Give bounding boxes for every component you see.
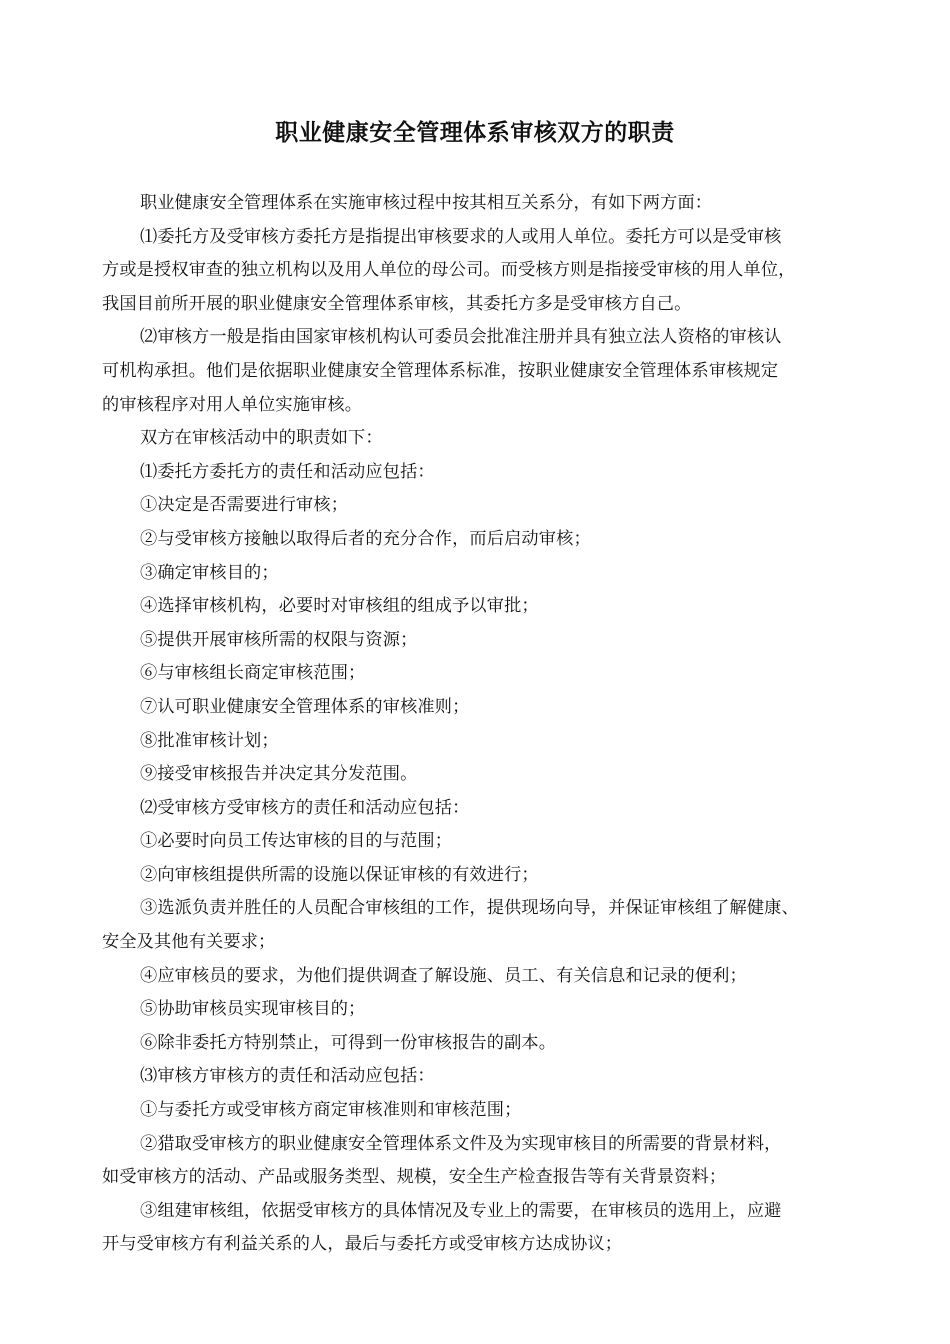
document-body (102, 187, 878, 1262)
list-item: ③确定审核目的； (140, 562, 279, 583)
list-item: ⑨接受审核报告并决定其分发范围。 (140, 764, 418, 785)
paragraph-line: 我国目前所开展的职业健康安全管理体系审核，其委托方多是受审核方自己。 (102, 293, 692, 314)
list-item-continuation: 如受审核方的活动、产品或服务类型、规模，安全生产检查报告等有关背景资料； (102, 1167, 727, 1188)
list-item-continuation: 开与受审核方有利益关系的人，最后与委托方或受审核方达成协议； (102, 1234, 623, 1255)
list-item: ⑤提供开展审核所需的权限与资源； (140, 629, 418, 650)
section-heading: ⑶审核方审核方的责任和活动应包括： (140, 1066, 435, 1087)
paragraph-line: 可机构承担。他们是依据职业健康安全管理体系标准，按职业健康安全管理体系审核规定 (102, 360, 779, 381)
paragraph-line: 职业健康安全管理体系在实施审核过程中按其相互关系分，有如下两方面： (140, 193, 713, 213)
list-item: ③选派负责并胜任的人员配合审核组的工作，提供现场向导，并保证审核组了解健康、 (140, 898, 799, 919)
section-heading: ⑴委托方委托方的责任和活动应包括： (140, 461, 435, 482)
list-item: ④应审核员的要求，为他们提供调查了解设施、员工、有关信息和记录的便利； (140, 965, 747, 986)
paragraph-line: ⑵审核方一般是指由国家审核机构认可委员会批准注册并具有独立法人资格的审核认 (140, 327, 782, 348)
list-item: ①决定是否需要进行审核； (140, 495, 349, 516)
paragraph-line: 双方在审核活动中的职责如下： (140, 428, 383, 449)
paragraph-line: 方或是授权审查的独立机构以及用人单位的母公司。而受核方则是指接受审核的用人单位， (102, 260, 796, 281)
list-item: ③组建审核组，依据受审核方的具体情况及专业上的需要，在审核员的选用上，应避 (140, 1200, 782, 1221)
list-item: ⑦认可职业健康安全管理体系的审核准则； (140, 696, 470, 717)
list-item-continuation: 安全及其他有关要求； (102, 932, 276, 953)
paragraph-line: ⑴委托方及受审核方委托方是指提出审核要求的人或用人单位。委托方可以是受审核 (140, 226, 782, 247)
list-item: ④选择审核机构，必要时对审核组的组成予以审批； (140, 596, 539, 617)
list-item: ⑥与审核组长商定审核范围； (140, 663, 366, 684)
list-item: ⑧批准审核计划； (140, 730, 279, 751)
list-item: ②向审核组提供所需的设施以保证审核的有效进行； (140, 864, 539, 885)
list-item: ⑤协助审核员实现审核目的； (140, 999, 366, 1020)
section-heading: ⑵受审核方受审核方的责任和活动应包括： (140, 797, 470, 818)
list-item: ①必要时向员工传达审核的目的与范围； (140, 831, 453, 852)
document-title: 职业健康安全管理体系审核双方的职责 (275, 120, 675, 146)
list-item: ②与受审核方接触以取得后者的充分合作，而后启动审核； (140, 528, 591, 549)
list-item: ②猎取受审核方的职业健康安全管理体系文件及为实现审核目的所需要的背景材料， (140, 1133, 782, 1154)
list-item: ①与委托方或受审核方商定审核准则和审核范围； (140, 1100, 522, 1121)
list-item: ⑥除非委托方特别禁止，可得到一份审核报告的副本。 (140, 1032, 557, 1053)
paragraph-line: 的审核程序对用人单位实施审核。 (102, 394, 363, 415)
